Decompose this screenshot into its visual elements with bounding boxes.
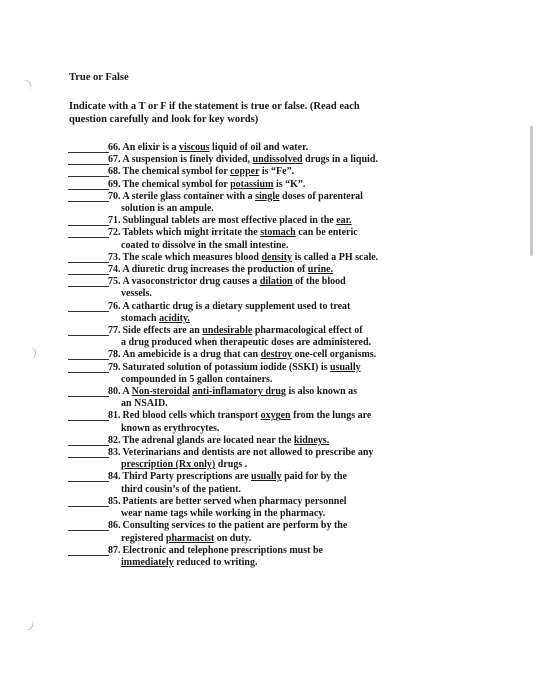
- statement-text: An amebicide is a drug that can: [122, 349, 261, 361]
- answer-blank[interactable]: [68, 457, 109, 458]
- answer-blank[interactable]: [68, 445, 109, 446]
- question-text-line: [108, 313, 468, 325]
- scrollbar[interactable]: [530, 126, 533, 256]
- question-number: 67.: [108, 154, 121, 166]
- instructions-line: Indicate with a T or F if the statement is true or false. (Read each: [69, 101, 360, 112]
- margin-mark: [19, 78, 33, 93]
- question-item: [68, 264, 468, 276]
- question-number: 84.: [108, 471, 121, 483]
- question-item: [68, 166, 468, 178]
- statement-text: is called a PH scale.: [292, 251, 379, 263]
- statement-text: Veterinarians and dentists are not allowed to prescribe any: [122, 447, 374, 459]
- statement-text: is “Fe”.: [259, 166, 295, 178]
- statement-text: Sublingual tablets are most effective placed in the: [122, 215, 337, 227]
- question-text-line: [108, 240, 468, 252]
- statement-text: pharmacological effect of: [252, 325, 363, 337]
- question-text-line: [108, 459, 468, 471]
- statement-text: vessels.: [121, 288, 152, 300]
- question-item: [68, 471, 468, 495]
- instructions-line: question carefully and look for key words): [69, 114, 259, 125]
- question-text-line: [108, 264, 468, 276]
- question-number: 77.: [108, 325, 121, 337]
- question-text-line: [108, 215, 468, 227]
- question-text-line: [108, 423, 468, 435]
- question-text-line: [108, 142, 468, 154]
- answer-blank[interactable]: [68, 555, 109, 556]
- question-text-line: [108, 484, 468, 496]
- statement-text: A: [122, 386, 132, 398]
- key-word: density: [261, 251, 293, 263]
- statement-text: doses of parenteral: [279, 190, 363, 202]
- answer-blank[interactable]: [68, 420, 109, 421]
- question-text-line: [108, 203, 468, 215]
- key-word: undissolved: [252, 154, 303, 166]
- question-number: 82.: [108, 434, 121, 446]
- question-number: 85.: [108, 495, 121, 507]
- question-text-line: [108, 520, 468, 532]
- statement-text: a drug produced when therapeutic doses are administered.: [121, 337, 372, 349]
- key-word: potassium: [230, 178, 274, 190]
- key-word: single: [255, 190, 280, 202]
- answer-blank[interactable]: [68, 372, 109, 373]
- question-text-line: [108, 447, 468, 459]
- question-item: [68, 410, 468, 434]
- question-number: 81.: [108, 410, 121, 422]
- question-number: 86.: [108, 520, 121, 532]
- key-word: oxygen: [260, 410, 291, 422]
- question-number: 83.: [108, 447, 121, 459]
- question-item: [68, 215, 468, 227]
- statement-text: Consulting services to the patient are perform by the: [122, 520, 348, 532]
- statement-text: third cousin’s of the patient.: [121, 483, 241, 495]
- question-text-line: [108, 166, 468, 178]
- statement-text: liquid of oil and water.: [209, 142, 309, 153]
- statement-text: The scale which measures blood: [122, 251, 262, 263]
- statement-text: is “K”.: [273, 178, 306, 190]
- statement-text: solution is an ampule.: [121, 203, 214, 215]
- question-number: 75.: [108, 276, 121, 288]
- question-number: 68.: [108, 166, 121, 178]
- question-text-line: [108, 386, 468, 398]
- question-text-line: [108, 179, 468, 191]
- key-word: anti-inflamatory drug: [192, 386, 286, 398]
- question-number: 74.: [108, 264, 121, 276]
- statement-text: Saturated solution of potassium iodide (SSKI) is: [122, 361, 331, 373]
- question-number: 71.: [108, 215, 121, 227]
- key-word: immediately: [121, 556, 174, 568]
- answer-blank[interactable]: [68, 396, 109, 397]
- question-number: 66.: [108, 142, 121, 153]
- key-word: copper: [230, 166, 260, 178]
- statement-text: A sterile glass container with a: [122, 190, 256, 202]
- question-text-line: [108, 471, 468, 483]
- question-text-line: [108, 337, 468, 349]
- statement-text: Tablets which might irritate the: [122, 227, 261, 239]
- statement-text: An elixir is a: [122, 142, 179, 153]
- key-word: prescription (Rx only): [121, 459, 216, 471]
- question-text-line: [108, 288, 468, 300]
- question-item: [68, 349, 468, 361]
- key-word: pharmacist: [165, 532, 215, 544]
- answer-blank[interactable]: [68, 274, 109, 275]
- question-item: [68, 447, 468, 471]
- question-number: 69.: [108, 178, 121, 190]
- statement-text: A suspension is finely divided,: [122, 154, 253, 166]
- question-item: [68, 276, 468, 300]
- statement-text: compounded in 5 gallon containers.: [121, 373, 273, 385]
- question-item: [68, 545, 468, 569]
- question-item: [68, 179, 468, 191]
- statement-text: is also known as: [285, 386, 358, 398]
- question-number: 79.: [108, 361, 121, 373]
- question-text-line: [108, 276, 468, 288]
- statement-text: reduced to writing.: [173, 556, 258, 568]
- key-word: urine.: [307, 264, 334, 276]
- answer-blank[interactable]: [68, 311, 109, 312]
- statement-text: Patients are better served when pharmacy personnel: [122, 495, 347, 507]
- statement-text: one-cell organisms.: [292, 349, 377, 361]
- answer-blank[interactable]: [68, 176, 109, 177]
- key-word: usually: [251, 471, 282, 483]
- question-item: [68, 435, 468, 447]
- statement-text: The chemical symbol for: [122, 166, 231, 178]
- question-item: [68, 154, 468, 166]
- statement-text: stomach: [121, 312, 160, 324]
- statement-text: The adrenal glands are located near the: [122, 434, 294, 446]
- statement-text: Third Party prescriptions are: [122, 471, 252, 483]
- question-item: [68, 386, 468, 410]
- question-item: [68, 227, 468, 251]
- statement-text: A vasoconstrictor drug causes a: [122, 276, 260, 288]
- statement-text: known as erythrocytes.: [121, 422, 220, 434]
- question-item: [68, 301, 468, 325]
- statement-text: A diuretic drug increases the production of: [122, 264, 308, 276]
- question-number: 80.: [108, 386, 121, 398]
- question-text-line: [108, 533, 468, 545]
- question-text-line: [108, 398, 468, 410]
- answer-blank[interactable]: [68, 237, 109, 238]
- question-text-line: [108, 410, 468, 422]
- answer-blank[interactable]: [68, 286, 109, 287]
- question-item: [68, 252, 468, 264]
- answer-blank[interactable]: [68, 164, 109, 165]
- question-text-line: [108, 435, 468, 447]
- key-word: viscous: [178, 142, 210, 153]
- key-word: undesirable: [202, 325, 253, 337]
- statement-text: coated to dissolve in the small intestine.: [121, 239, 289, 251]
- answer-blank[interactable]: [68, 152, 109, 153]
- answer-blank[interactable]: [68, 201, 109, 202]
- key-word: Non-steroidal: [131, 386, 190, 398]
- section-heading: True or False: [69, 72, 129, 83]
- question-item: [68, 325, 468, 349]
- question-list: [68, 142, 468, 569]
- statement-text: Side effects are an: [122, 325, 203, 337]
- question-number: 73.: [108, 251, 121, 263]
- question-text-line: [108, 362, 468, 374]
- key-word: usually: [330, 361, 361, 373]
- statement-text: A cathartic drug is a dietary supplement used to treat: [122, 300, 351, 312]
- answer-blank[interactable]: [68, 335, 109, 336]
- question-item: [68, 142, 468, 154]
- statement-text: drugs in a liquid.: [302, 154, 378, 166]
- answer-blank[interactable]: [68, 506, 109, 507]
- answer-blank[interactable]: [68, 481, 109, 482]
- question-text-line: [108, 227, 468, 239]
- answer-blank[interactable]: [68, 225, 109, 226]
- question-text-line: [108, 191, 468, 203]
- question-item: [68, 191, 468, 215]
- answer-blank[interactable]: [68, 530, 109, 531]
- question-item: [68, 362, 468, 386]
- question-number: 87.: [108, 544, 121, 556]
- margin-mark: [21, 618, 36, 633]
- answer-blank[interactable]: [68, 262, 109, 263]
- answer-blank[interactable]: [68, 359, 109, 360]
- question-number: 76.: [108, 300, 121, 312]
- key-word: stomach: [260, 227, 296, 239]
- statement-text: of the blood: [292, 276, 346, 288]
- question-text-line: [108, 508, 468, 520]
- question-text-line: [108, 545, 468, 557]
- answer-blank[interactable]: [68, 189, 109, 190]
- key-word: acidity.: [159, 312, 190, 324]
- key-word: dilation: [259, 276, 293, 288]
- statement-text: Red blood cells which transport: [122, 410, 261, 422]
- statement-text: drugs .: [215, 459, 248, 471]
- statement-text: The chemical symbol for: [122, 178, 231, 190]
- statement-text: wear name tags while working in the pharmacy.: [121, 508, 326, 520]
- key-word: ear.: [336, 215, 352, 227]
- question-item: [68, 520, 468, 544]
- instructions: [69, 100, 469, 126]
- question-number: 72.: [108, 227, 121, 239]
- question-text-line: [108, 374, 468, 386]
- statement-text: an NSAID.: [121, 398, 168, 410]
- statement-text: registered: [121, 532, 166, 544]
- question-text-line: [108, 557, 468, 569]
- question-number: 78.: [108, 349, 121, 361]
- margin-mark: [27, 347, 36, 359]
- key-word: kidneys.: [293, 434, 330, 446]
- question-number: 70.: [108, 190, 121, 202]
- statement-text: Electronic and telephone prescriptions must be: [122, 544, 323, 556]
- statement-text: from the lungs are: [290, 410, 372, 422]
- question-text-line: [108, 154, 468, 166]
- question-text-line: [108, 252, 468, 264]
- question-text-line: [108, 349, 468, 361]
- key-word: destroy: [260, 349, 293, 361]
- statement-text: paid for by the: [281, 471, 347, 483]
- question-text-line: [108, 301, 468, 313]
- question-item: [68, 496, 468, 520]
- statement-text: can be enteric: [295, 227, 358, 239]
- question-text-line: [108, 325, 468, 337]
- statement-text: on duty.: [214, 532, 252, 544]
- question-text-line: [108, 496, 468, 508]
